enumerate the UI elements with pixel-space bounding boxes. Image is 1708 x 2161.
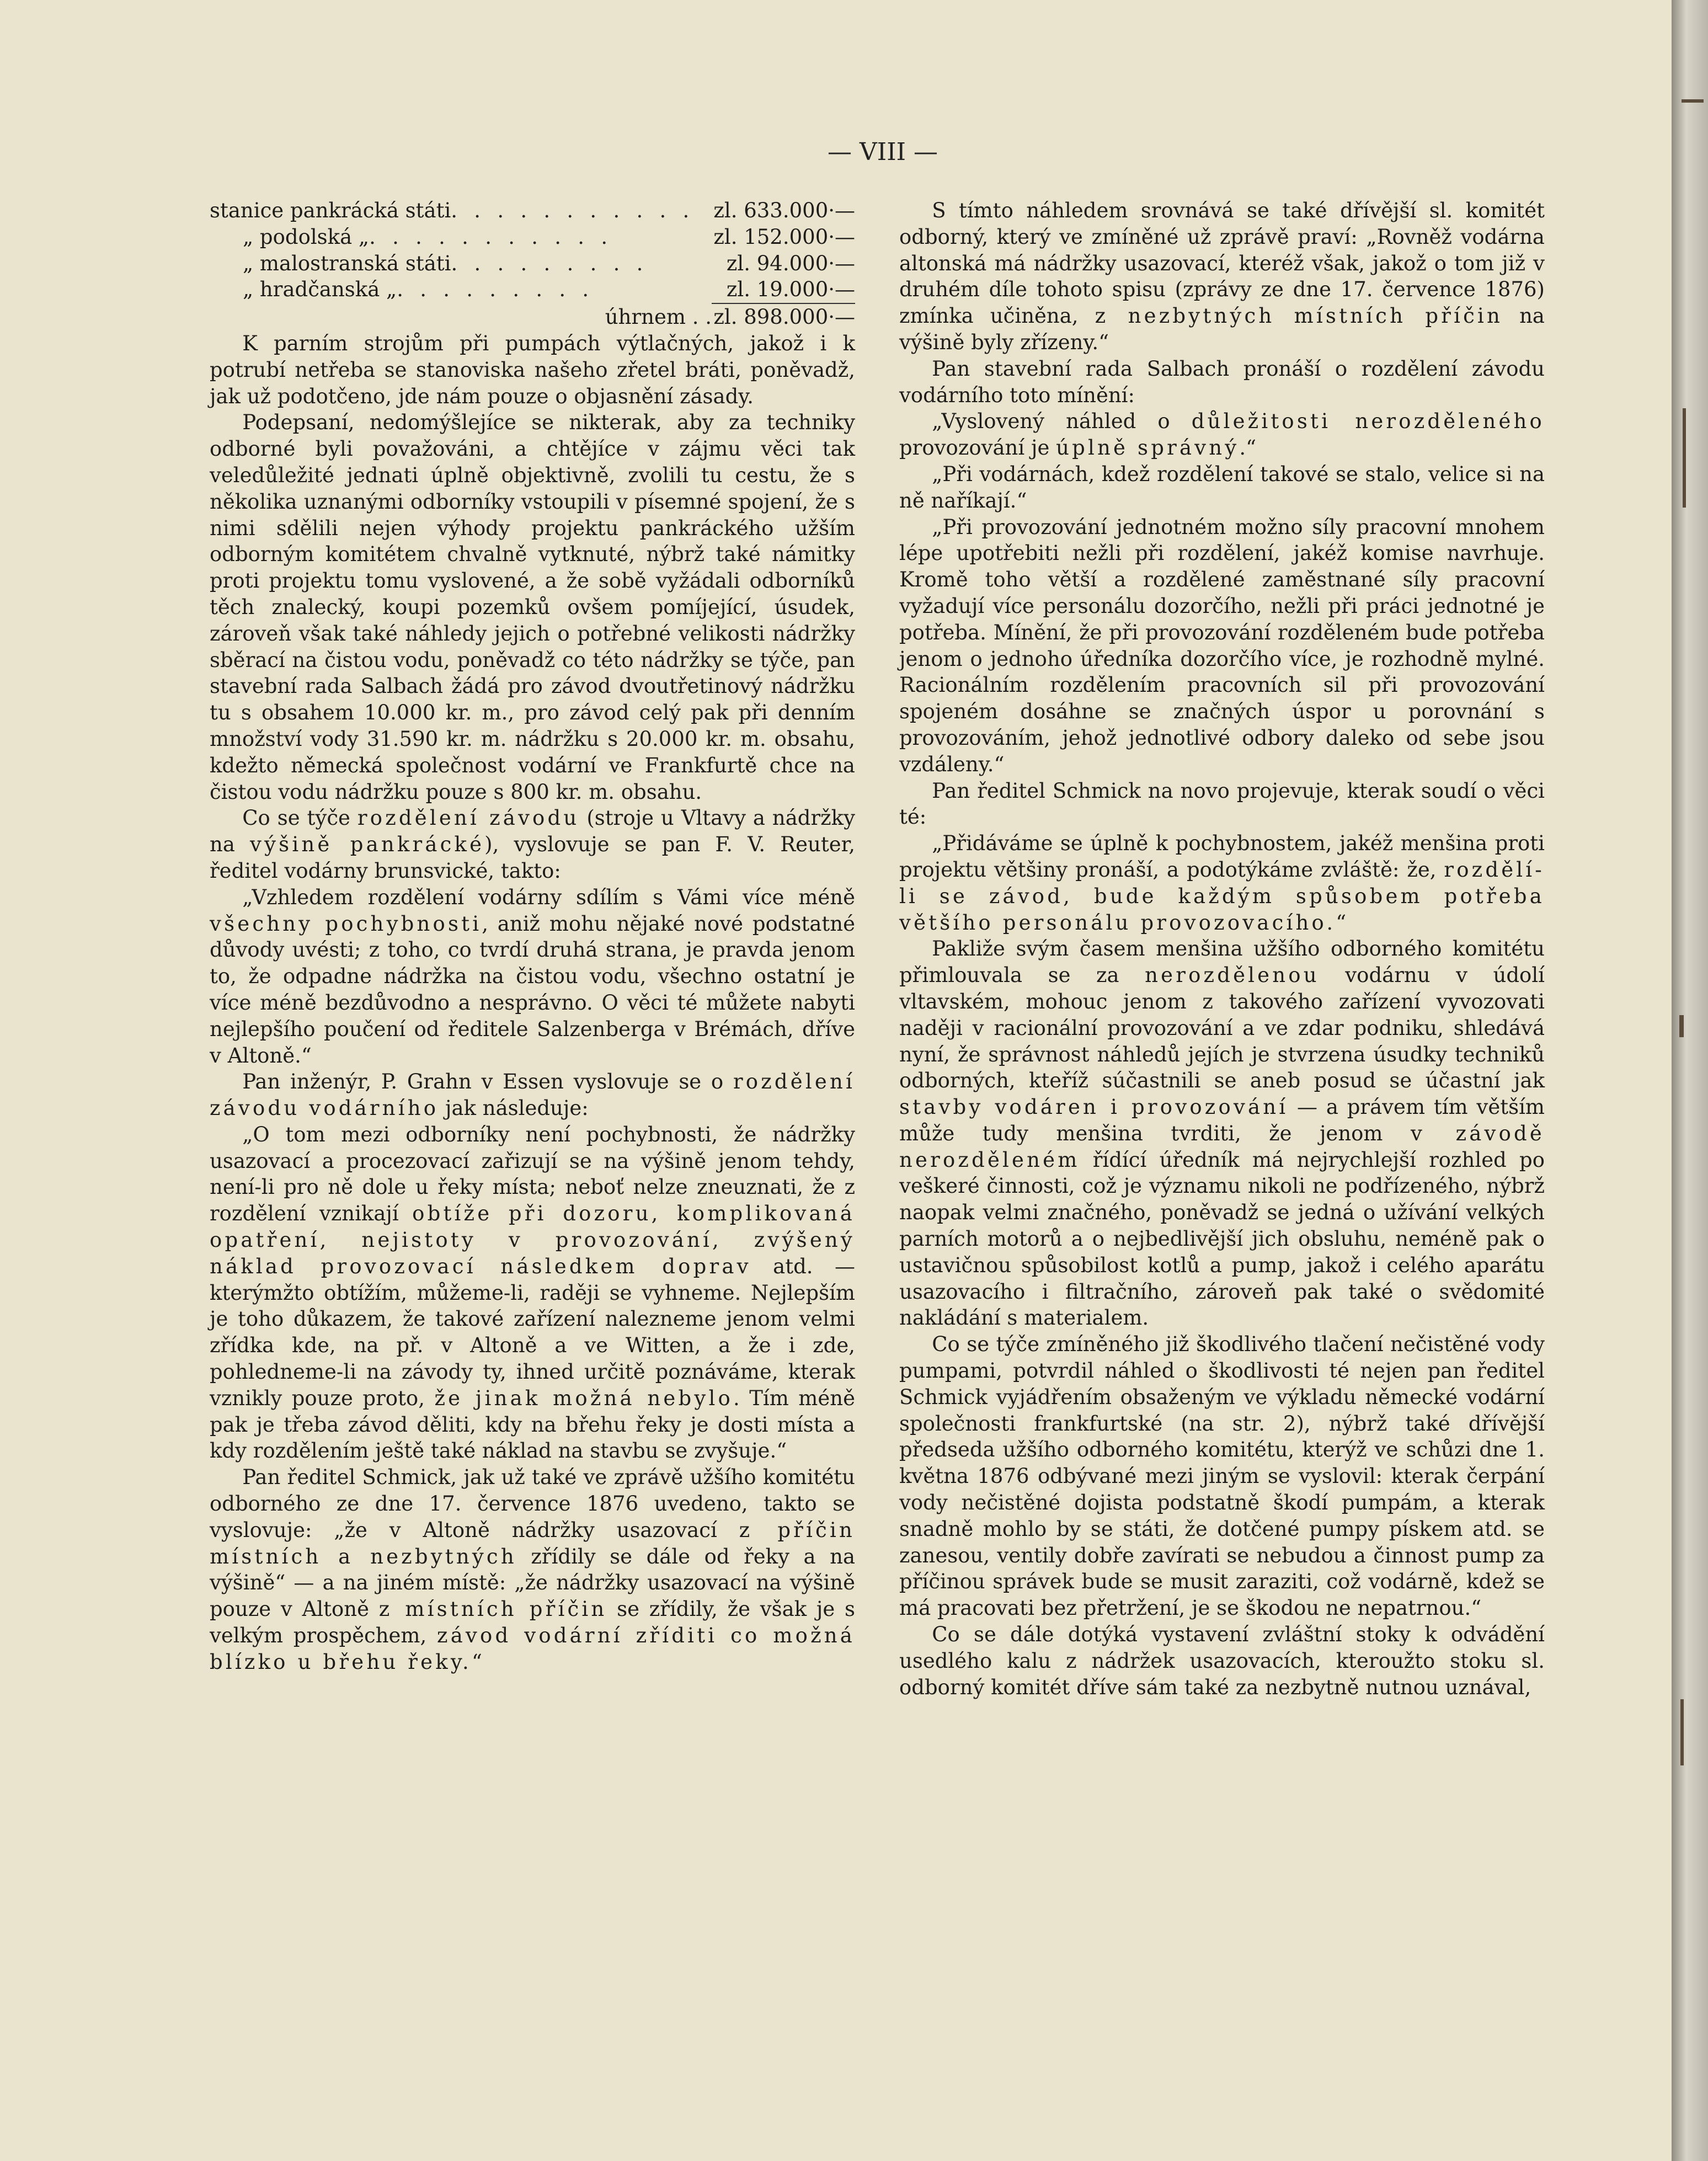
quotation: „Vzhledem rozdělení vodárny sdílím s Vámi více méně všechny pochybnosti, aniž mohu nějaké nové podstatné důvody uvésti; z toho, co tvrdí druhá strana, je pravda jenom to, že odpadne nádržka na čistou vodu, všechno ostatní je více méně bezdůvodno a nesprávno. O věci té můžete nabyti nejlepšího poučení od ředitele Salzenberga v Brémách, dříve v Altoně.“ [210,885,855,1068]
ledger-row [210,250,855,277]
ledger-row [210,198,855,224]
paragraph: Co se týče zmíněného již škodlivého tlačení nečistěné vody pumpami, potvrdil náhled o škodlivosti té nejen pan ředitel Schmick vyjádřením obsaženým ve výkladu německé vodární společnosti frankfurtské (na str. 2), nýbrž také dřívější předseda užšího odborného komitétu, kterýž ve schůzi dne 1. května 1876 odbývané mezi jiným se vyslovil: kterak čerpání vody nečistěné dojista podstatně škodí pumpám, a kterak snadně mohlo by se státi, že dotčené pumpy pískem atd. se zanesou, ventily dobře zavírati se nebudou a činnost pump za příčinou správek bude se musit zaraziti, což vodárně, kdež se má pracovati bez přetržení, je se škodou ne nepatrnou.“ [899,1332,1545,1620]
paragraph: Pan stavební rada Salbach pronáší o rozdělení závodu vodárního toto mínění: [899,356,1545,407]
margin-mark [1680,1699,1684,1765]
paragraph: K parním strojům při pumpách výtlačných, jakož i k potrubí netřeba se stanoviska našeho zřetel bráti, poněvadž, jak už podotčeno, jde nám pouze o objasnění zásady. [210,331,855,408]
margin-mark [1679,1015,1684,1037]
paragraph: Pan inženýr, P. Grahn v Essen vyslovuje se o rozdělení závodu vodárního jak následuje: [210,1070,855,1120]
margin-mark [1683,408,1686,508]
ledger-row-amount: zl. 94.000·— [726,251,855,275]
paragraph: Co se týče rozdělení závodu (stroje u Vltavy a nádržky na výšině pankrácké), vyslovuje se pan F. V. Reuter, ředitel vodárny brunsvické, takto: [210,806,856,883]
left-column [210,198,855,1676]
paragraph: S tímto náhledem srovnává se také dřívější sl. komitét odborný, který ve zmíněné už zprávě praví: „Rovněž vodárna altonská má nádržky usazovací, kteréž však, jakož o tom již v druhém díle tohoto spisu (zprávy ze dne 17. července 1876) zmínka učiněna, z nezbytných místních příčin na výšině byly zřízeny.“ [899,199,1545,354]
paragraph: Pakliže svým časem menšina užšího odborného komitétu přimlouvala se za nerozdělenou vodárnu v údolí vltavském, mohouc jenom z takového zařízení vyvozovati naději v racionální provozování a ve zdar podniku, shledává nyní, že správnost náhledů jejích je stvrzena úsudky techniků odborných, kteříž súčastnili se aneb posud se účastní jak stavby vodáren i provozování — a právem tím větším může tudy menšina tvrditi, že jenom v závodě nerozděleném řídící úředník má nejrychlejší rozhled po veškeré činnosti, což je významu nikoli ne podřízeného, nýbrž naopak velmi značného, poněvadž se jedná o užívání velkých parních motorů a o nejbedlivější jich obsluhu, neméně pak o ustavičnou spůsobilost kotlů a pump, jakož i celého aparátu usazovacího i filtračního, zároveň pak také o svědomité nakládání s materialem. [899,937,1545,1330]
paragraph: Podepsaní, nedomýšlejíce se nikterak, aby za techniky odborné byli považováni, a chtějíce v zájmu věci tak veledůležité jednati úplně objektivně, zvolili tu cestu, že s několika uznanými odborníky vstoupili v písemné spojení, že s nimi sdělili nejen výhody projektu pankráckého užším odborným komitétem chvalně vytknuté, nýbrž také námitky proti projektu tomu vyslovené, a že sobě vyžádali odborníků těch znalecký, koupi pozemků ovšem pomíjející, úsudek, zároveň však také náhledy jejich o potřebné velikosti nádržky sběrací na čistou vodu, poněvadž co této nádržky se týče, pan stavební rada Salbach žádá pro závod dvoutřetinový nádržku tu s obsahem 10.000 kr. m., pro závod celý pak při denním množství vody 31.590 kr. m. nádržku s 20.000 kr. m. obsahu, kdežto německá společnost vodární ve Frankfurtě chce na čistou vodu nádržku pouze s 800 kr. m. obsahu. [210,410,855,804]
margin-mark [1682,99,1704,103]
quotation: „Při provozování jednotném možno síly pracovní mnohem lépe upotřebiti nežli při rozdělení, jakéž komise navrhuje. Kromě toho větší a rozdělené zaměstnané síly pracovní vyžadují více personálu dozorčího, nežli při práci jednotné je potřeba. Mínění, že při provozování rozděleném bude potřeba jenom o jednoho úředníka dozorčího více, je rozhodně mylné. Racionálním rozdělením pracovních sil při provozování spojeném dosáhne se značných úspor u porovnání s provozováním, jehož jednotlivé odbory daleko od sebe jsou vzdáleny.“ [899,515,1545,776]
cost-ledger [210,198,855,330]
ledger-row-dots: . . . . . . . . . . . [369,225,613,249]
ledger-row [210,276,855,303]
quotation: „Vyslovený náhled o důležitosti nerozděleného provozování je úplně správný.“ [899,409,1545,460]
paragraph: Co se dále dotýká vystavení zvláštní stoky k odvádění usedlého kalu z nádržek usazovacích, kteroužto stoku sl. odborný komitét dříve sám také za nezbytně nutnou uznával, [899,1623,1545,1699]
quotation: „Přidáváme se úplně k pochybnostem, jakéž menšina proti projektu většiny pronáší, a podotýkáme zvláště: že, rozdělí-li se závod, bude každým spůsobem potřeba většího personálu provozovacího.“ [899,831,1545,935]
ledger-total-row [210,303,855,330]
ledger-row-amount: zl. 633.000·— [713,199,855,222]
binding-gutter [1672,0,1708,2161]
paragraph: Pan ředitel Schmick na novo projevuje, kterak soudí o věci té: [899,778,1545,829]
right-column [899,198,1545,1700]
ledger-row-dots: . . . . . . . . . [397,278,594,302]
ledger-row-dots: . . . . . . . . . . . [451,199,695,222]
ledger-row-name: „ podolská „ [243,225,370,249]
ledger-row-name: „ hradčanská „ [243,278,397,302]
ledger-total-label: úhrnem . . [605,305,712,329]
paragraph: Pan ředitel Schmick, jak už také ve zprávě užšího komitétu odborného ze dne 17. července 1876 uvedeno, takto se vyslovuje: „že v Altoně nádržky usazovací z příčin místních a nezbytných zřídily se dále od řeky a na výšině“ — a na jiném místě: „že nádržky usazovací na výšině pouze v Altoně z místních příčin se zřídily, že však je s velkým prospěchem, závod vodární zříditi co možná blízko u břehu řeky.“ [210,1465,856,1674]
ledger-row-dots: . . . . . . . . . [451,251,648,275]
quotation: „O tom mezi odborníky není pochybnosti, že nádržky usazovací a procezovací zařizují se na výšině jenom tehdy, není-li pro ně dole u řeky místa; neboť nelze zneuznati, že z rozdělení vznikají obtíže při dozoru, komplikovaná opatření, nejistoty v provozování, zvýšený náklad provozovací následkem doprav atd. — kterýmžto obtížím, můžeme-li, raději se vyhneme. Nejlepším je toho důkazem, že takové zařízení nalezneme jenom velmi zřídka kde, na př. v Altoně a ve Witten, a že i zde, pohledneme-li na závody ty, ihned určitě poznáváme, kterak vznikly pouze proto, že jinak možná nebylo. Tím méně pak je třeba závod děliti, kdy na břehu řeky je dosti místa a kdy rozdělením ještě také náklad na stavbu se zvyšuje.“ [210,1122,856,1463]
ledger-total-amount: zl. 898.000·— [712,303,855,330]
ledger-row [210,224,855,250]
quotation: „Při vodárnách, kdež rozdělení takové se stalo, velice si na ně naříkají.“ [899,462,1545,513]
ledger-row-name: stanice pankrácká státi [210,199,451,222]
ledger-row-amount: zl. 152.000·— [713,225,855,249]
page-number: — VIII — [828,138,938,166]
ledger-row-name: „ malostranská státi [243,251,451,275]
ledger-row-amount: zl. 19.000·— [726,278,855,302]
